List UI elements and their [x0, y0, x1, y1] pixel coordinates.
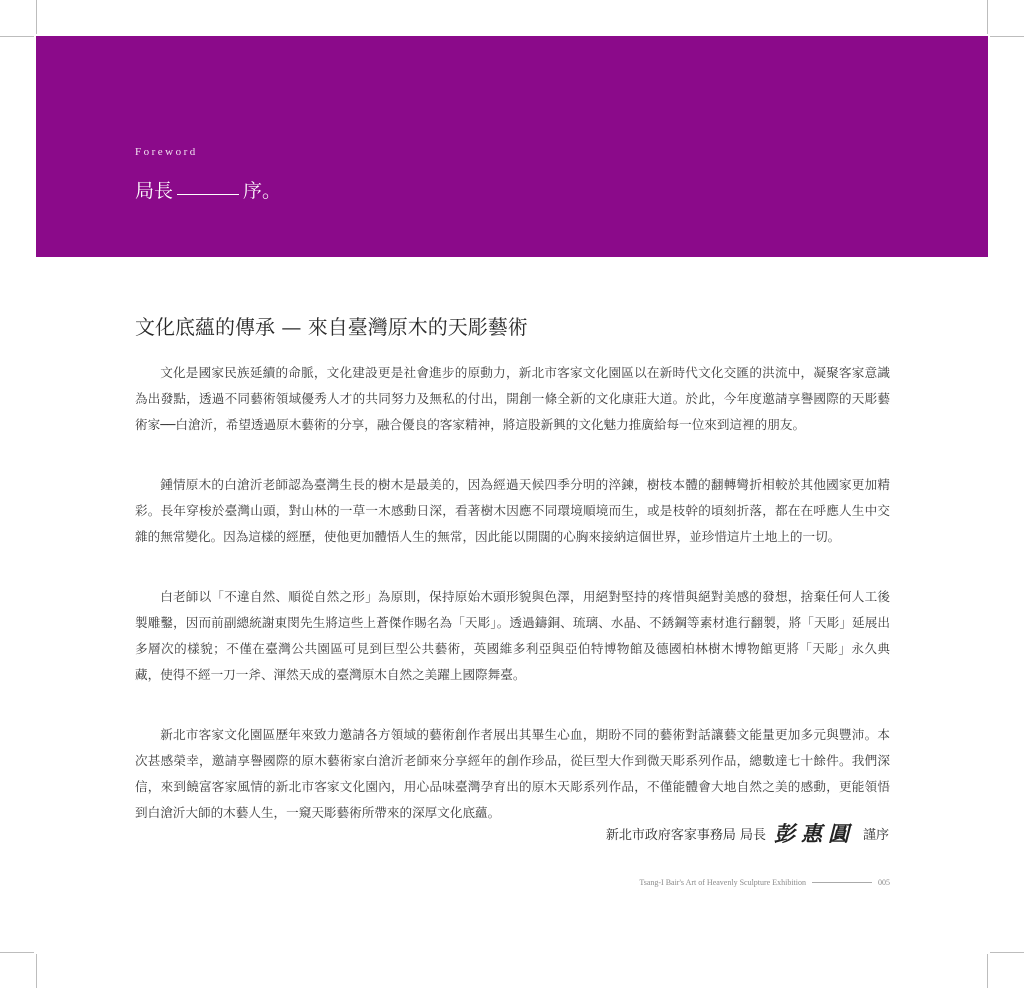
- crop-mark: [0, 952, 34, 953]
- crop-mark: [0, 36, 34, 37]
- crop-mark: [36, 954, 37, 988]
- article-heading: 文化底蘊的傳承 — 來自臺灣原木的天彫藝術: [135, 315, 528, 339]
- crop-mark: [36, 0, 37, 34]
- paragraph: 白老師以「不違自然、順從自然之形」為原則，保持原始木頭形貌與色澤，用絕對堅持的疼惜與絕對美感的發想，捨棄任何人工後製雕鑿，因而前副總統謝東閔先生將這些上蒼傑作賜名為「天彫」。透過鑄銅、琉璃、水晶、不銹鋼等素材進行翻製，將「天彫」延展出多層次的樣貌；不僅在臺灣公共園區可見到巨型公共藝術，英國維多利亞與亞伯特博物館及德國柏林樹木博物館更將「天彫」永久典藏，使得不經一刀一斧、渾然天成的臺灣原木自然之美躍上國際舞臺。: [135, 589, 890, 682]
- page-footer: [639, 878, 890, 887]
- banner-title-prefix: 局長: [135, 180, 174, 202]
- signature-title: 新北市政府客家事務局 局長: [605, 827, 766, 843]
- crop-mark: [987, 0, 988, 34]
- banner-title-suffix: 序。: [243, 180, 282, 202]
- crop-mark: [990, 952, 1024, 953]
- handwritten-signature: 彭惠圓: [773, 821, 855, 846]
- signature-closing: 謹序: [862, 827, 889, 843]
- footer-rule: [812, 882, 872, 883]
- title-blank-line: [177, 194, 239, 195]
- foreword-label: Foreword: [135, 146, 198, 158]
- foreword-banner: [36, 36, 988, 257]
- paragraph: 新北市客家文化園區歷年來致力邀請各方領域的藝術創作者展出其畢生心血，期盼不同的藝術對話讓藝文能量更加多元與豐沛。本次甚感榮幸，邀請享譽國際的原木藝術家白滄沂老師來分享經年的創作珍品，從巨型大作到微天彫系列作品，總數達七十餘件。我們深信，來到饒富客家風情的新北市客家文化園內，用心品味臺灣孕育出的原木天彫系列作品，不僅能體會大地自然之美的感動，更能領悟到白滄沂大師的木藝人生，一窺天彫藝術所帶來的深厚文化底蘊。: [135, 727, 890, 820]
- crop-mark: [987, 954, 988, 988]
- article-body: [135, 360, 890, 860]
- signature-line: [606, 818, 889, 848]
- paragraph: 鍾情原木的白滄沂老師認為臺灣生長的樹木是最美的，因為經過天候四季分明的淬鍊，樹枝本體的翻轉彎折相較於其他國家更加精彩。長年穿梭於臺灣山頭，對山林的一草一木感動日深，看著樹木因應不同環境順境而生，或是枝幹的頃刻折落，都在在呼應人生中交雜的無常變化。因為這樣的經歷，使他更加體悟人生的無常，因此能以開闊的心胸來接納這個世界，並珍惜這片土地上的一切。: [135, 477, 890, 544]
- banner-title: [135, 176, 281, 203]
- footer-exhibition-title: Tsang-I Bair's Art of Heavenly Sculpture Exhibition: [639, 878, 806, 887]
- page-number: 005: [878, 878, 890, 887]
- crop-mark: [990, 36, 1024, 37]
- paragraph: 文化是國家民族延續的命脈，文化建設更是社會進步的原動力，新北市客家文化園區以在新時代文化交匯的洪流中，凝聚客家意識為出發點，透過不同藝術領域優秀人才的共同努力及無私的付出，開創一條全新的文化康莊大道。於此，今年度邀請享譽國際的天彫藝術家──白滄沂，希望透過原木藝術的分享，融合優良的客家精神，將這股新興的文化魅力推廣給每一位來到這裡的朋友。: [135, 365, 890, 432]
